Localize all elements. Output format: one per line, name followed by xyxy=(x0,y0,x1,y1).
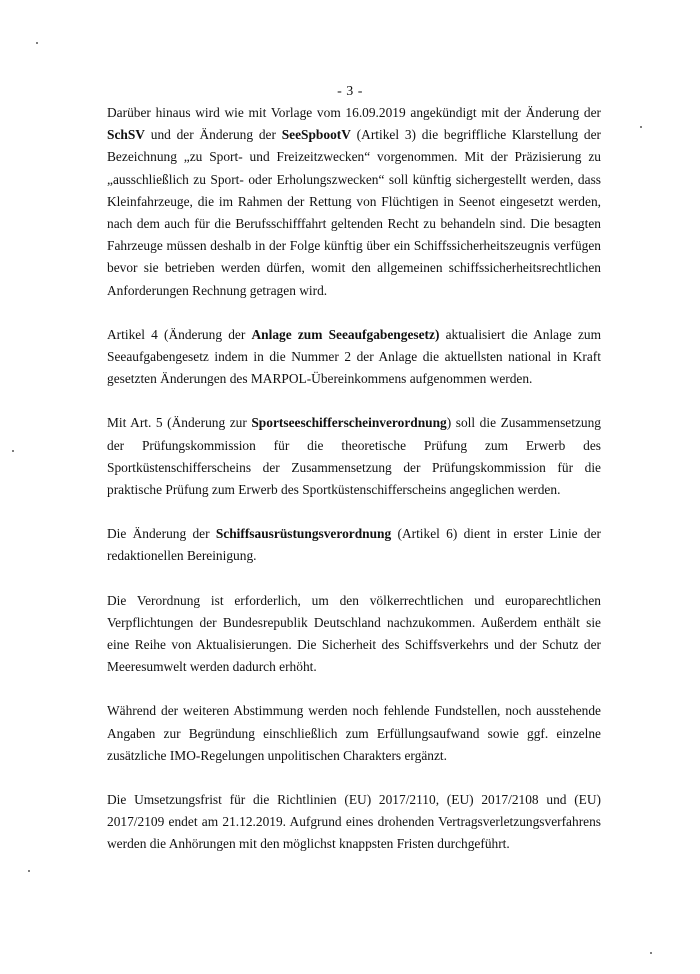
text-run: Die Umsetzungsfrist für die Richtlinien (EU) 2017/2110, (EU) 2017/2108 und (EU) 2017/2109 endet am 21.12.2019. Aufgrund eines drohenden Vertragsverletzungsverfahrens werden die Anhörungen mit den möglichst knappsten Fristen durchgeführt. xyxy=(107,792,601,852)
scan-speck xyxy=(36,42,38,44)
text-run: (Artikel 6) dient in erster Linie der redaktionellen Bereinigung. xyxy=(107,526,601,564)
paragraph-3 xyxy=(107,412,601,501)
text-run-bold: Schiffsausrüstungsverordnung xyxy=(215,526,392,542)
scan-speck xyxy=(12,450,14,452)
text-run: Während der weiteren Abstimmung werden noch fehlende Fundstellen, noch ausstehende Angaben zur Begründung einschließlich zum Erfüllungsaufwand sowie ggf. einzelne zusätzliche IMO-Regelungen unpolitischen Charakters ergänzt. xyxy=(107,703,601,763)
text-run: ) soll die Zusammensetzung der Prüfungskommission für die theoretische Prüfung zum Erwerb des Sportküstenschifferscheins der Zusammensetzung der Prüfungskommission für die praktische Prüfung zum Erwerb des Sportküstenschifferscheins angeglichen werden. xyxy=(107,415,601,498)
scan-speck xyxy=(650,952,652,954)
document-body xyxy=(107,102,601,856)
text-run: aktualisiert die Anlage zum Seeaufgabengesetz indem in die Nummer 2 der Anlage die aktuellsten national in Kraft gesetzten Änderungen des MARPOL-Übereinkommens aufgenommen werden. xyxy=(107,326,601,387)
paragraph-5 xyxy=(107,590,601,679)
page-number: - 3 - xyxy=(337,84,363,99)
paragraph-2 xyxy=(107,324,601,391)
paragraph-6 xyxy=(107,700,601,767)
paragraph-7 xyxy=(107,789,601,856)
text-run: (Artikel 3) die begriffliche Klarstellung der Bezeichnung „zu Sport- und Freizeitzwecken“ vorgenommen. Mit der Präzisierung zu „ausschließlich zu Sport- oder Erholungszwecken“ soll künftig sichergestellt werden, dass Kleinfahrzeuge, die im Rahmen der Rettung von Flüchtigen in Seenot eingesetzt werden, nach dem auch für die Berufsschifffahrt geltenden Recht zu behandeln sind. Die besagten Fahrzeuge müssen deshalb in der Folge künftig über ein Schiffssicherheitszeugnis verfügen bevor sie betrieben werden dürfen, womit den allgemeinen schiffssicherheitsrechtlichen Anforderungen Rechnung getragen wird. xyxy=(107,127,601,298)
scan-speck xyxy=(640,126,642,128)
paragraph-1 xyxy=(107,102,601,302)
text-run: Die Änderung der xyxy=(107,526,216,542)
text-run-bold: SeeSpbootV xyxy=(281,127,351,143)
text-run-bold: SchSV xyxy=(107,127,145,143)
text-run-bold: Sportseeschifferscheinverordnung xyxy=(251,415,447,431)
text-run: Artikel 4 (Änderung der xyxy=(107,326,252,342)
scan-speck xyxy=(28,870,30,872)
text-run: Mit Art. 5 (Änderung zur xyxy=(107,415,252,431)
text-run-bold: Anlage zum Seeaufgabengesetz) xyxy=(251,326,440,342)
paragraph-4 xyxy=(107,523,601,567)
text-run: und der Änderung der xyxy=(144,127,282,143)
text-run: Darüber hinaus wird wie mit Vorlage vom 16.09.2019 angekündigt mit der Änderung der xyxy=(107,105,601,120)
text-run: Die Verordnung ist erforderlich, um den völkerrechtlichen und europarechtlichen Verpflichtungen der Bundesrepublik Deutschland nachzukommen. Außerdem enthält sie eine Reihe von Aktualisierungen. Die Sicherheit des Schiffsverkehrs und der Schutz der Meeresumwelt werden dadurch erhöht. xyxy=(107,592,601,675)
